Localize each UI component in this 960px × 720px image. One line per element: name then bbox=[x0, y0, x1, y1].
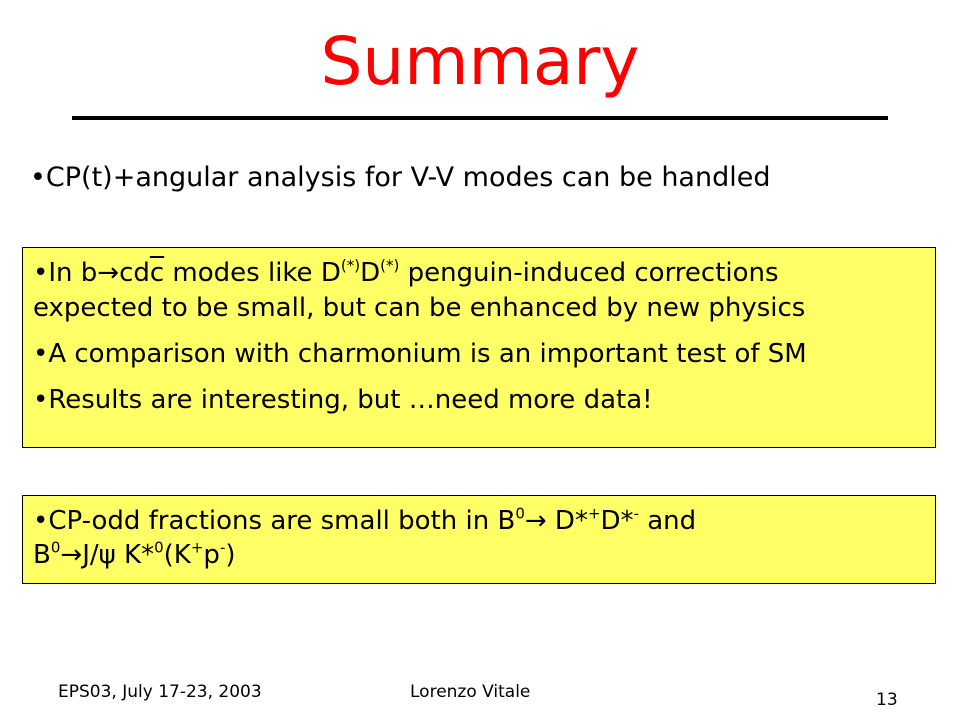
arrow-symbol: → bbox=[524, 506, 547, 536]
bullet-cp-odd-fractions: •CP-odd fractions are small both in $B^0\to D*^+D*^-$ and $B^0\to J/\psi$ K*$^0$(K+p-) bbox=[33, 504, 697, 570]
highlight-box-penguin bbox=[22, 247, 936, 448]
footer-author: Lorenzo Vitale bbox=[410, 682, 531, 702]
bullet-angular-analysis: •CP(t)+angular analysis for V-V modes can be handled bbox=[30, 162, 771, 193]
slide-title: Summary bbox=[320, 23, 640, 100]
bullet-charmonium-comparison: •A comparison with charmonium is an important test of SM bbox=[33, 339, 807, 369]
arrow-symbol: → bbox=[60, 540, 83, 570]
arrow-symbol: → bbox=[97, 258, 120, 288]
title-underline bbox=[72, 116, 888, 120]
footer-conference: EPS03, July 17-23, 2003 bbox=[58, 682, 262, 702]
c-bar: $\overline{c}$ bbox=[149, 258, 165, 288]
footer-page-number: 13 bbox=[876, 690, 898, 710]
bullet-penguin-corrections: •In $b\to cd\overline{c}$ modes like D(*)D(*) penguin-induced corrections expected to be small, but can be enhanced by new physics bbox=[33, 256, 806, 323]
bullet-need-more-data: •Results are interesting, but …need more data! bbox=[33, 385, 653, 415]
highlight-box-cp-odd bbox=[22, 495, 936, 584]
